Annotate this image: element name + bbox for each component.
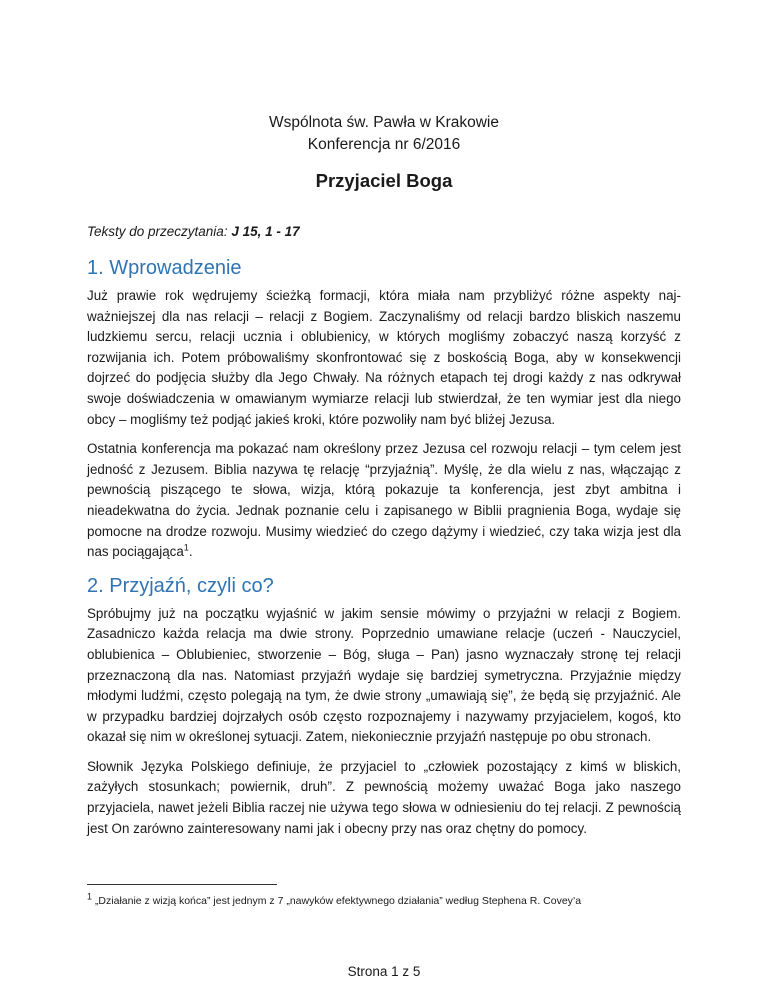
section-heading-introduction: 1. Wprowadzenie (87, 257, 242, 279)
section-heading-friendship: 2. Przyjaźń, czyli co? (87, 574, 274, 597)
footnote (87, 891, 687, 908)
paragraph-text: Ostatnia konferencja ma pokazać nam określony przez Jezusa cel rozwoju relacji – tym celem jest jedność z Jezusem. Biblia nazywa tę relację “przyjaźnią”. Myślę, że dla wielu z nas, włączając z pewnością piszącego te słowa, wizja, którą pokazuje ta konferencja, jest zbyt ambitna i nieadekwatna do życia. Jednak poznanie celu i zapisanego w Biblii pragnienia Boga, wydaje się pomocne na drodze rozwoju. Musimy wiedzieć do czego dążymy i wiedzieć, czy taka wizja jest dla nas pociągająca (87, 441, 681, 560)
reading-reference (87, 224, 300, 239)
page-title: Przyjaciel Boga (315, 170, 453, 191)
paragraph: Ostatnia konferencja ma pokazać nam określony przez Jezusa cel rozwoju relacji – tym celem jest jedność z Jezusem. Biblia nazywa tę relację “przyjaźnią”. Myślę, że dla wielu z nas, włączając z pewnością piszącego te słowa, wizja, którą pokazuje ta konferencja, jest zbyt ambitna i nieadekwatna do życia. Jednak poznanie celu i zapisanego w Biblii pragnienia Boga, wydaje się pomocne na drodze rozwoju. Musimy wiedzieć do czego dążymy i wiedzieć, czy taka wizja jest dla nas pociągająca$^1$. (87, 441, 681, 560)
paragraph: Słownik Języka Polskiego definiuje, że przyjaciel to „człowiek pozostający z kimś w bliskich, zażyłych stosunkach; powiernik, druh”. Z pewnością możemy uważać Boga jako naszego przyjaciela, nawet jeżeli Biblia raczej nie używa tego słowa w odniesieniu do tej relacji. Z pewnością jest On zarówno zainteresowany nami jak i obecny przy nas oraz chętny do pomocy. (87, 758, 681, 836)
paragraph: Spróbujmy już na początku wyjaśnić w jakim sensie mówimy o przyjaźni w relacji z Bogiem. Zasadniczo każda relacja ma dwie strony. Poprzednio umawiane relacje (uczeń - Nauczyciel, oblubienica – Oblubieniec, stworzenie – Bóg, sługa – Pan) jasno wyznaczały stronę tej relacji przeznaczoną dla nas. Natomiast przyjaźń wydaje się bardziej symetryczna. Przyjaźnie między młodymi ludźmi, często polegają na tym, że dwie strony „umawiają się”, że będą się przyjaźnić. Ale w przypadku bardziej dojrzałych osób często rozpoznajemy i nazywamy przyjacielem, kogoś, kto okazał się nim w określonej sytuacji. Zatem, niekoniecznie przyjaźń następuje po obu stronach. (87, 605, 681, 745)
footnote-divider (87, 884, 277, 885)
document-body (87, 254, 681, 848)
footnote-text: „Działanie z wizją końca” jest jednym z 7 „nawyków efektywnego działania” według Stephena R. Covey’a (94, 895, 582, 907)
conference-number: Konferencja nr 6/2016 (307, 136, 461, 153)
organization-name: Wspólnota św. Pawła w Krakowie (268, 114, 499, 131)
reading-passage: J 15, 1 - 17 (231, 224, 300, 239)
paragraph: Już prawie rok wędrujemy ścieżką formacji, która miała nam przybliżyć różne aspekty najważniejszej dla nas relacji – relacji z Bogiem. Zaczynaliśmy od relacji bardzo bliskich naszemu ludzkiemu sercu, relacji ucznia i oblubienicy, w których mogliśmy zobaczyć naszą korzyść z rozwijania ich. Potem próbowaliśmy skonfrontować się z boskością Boga, aby w konsekwencji dojrzeć do podjęcia służby dla Jego Chwały. Na różnych etapach tej drogi każdy z nas odkrywał swoje doświadczenia w omawianym wymiarze relacji lub stwierdzał, że ten wymiar jest dla niego obcy – mogliśmy też podjąć jakieś kroki, które pozwoliły nam być bliżej Jezusa. (87, 288, 681, 427)
page-number: Strona 1 z 5 (347, 964, 421, 979)
document-header (0, 112, 768, 193)
footnote-number: 1 (87, 891, 93, 902)
footnote-reference[interactable]: 1 (183, 542, 189, 553)
reading-label: Teksty do przeczytania: (87, 224, 232, 239)
